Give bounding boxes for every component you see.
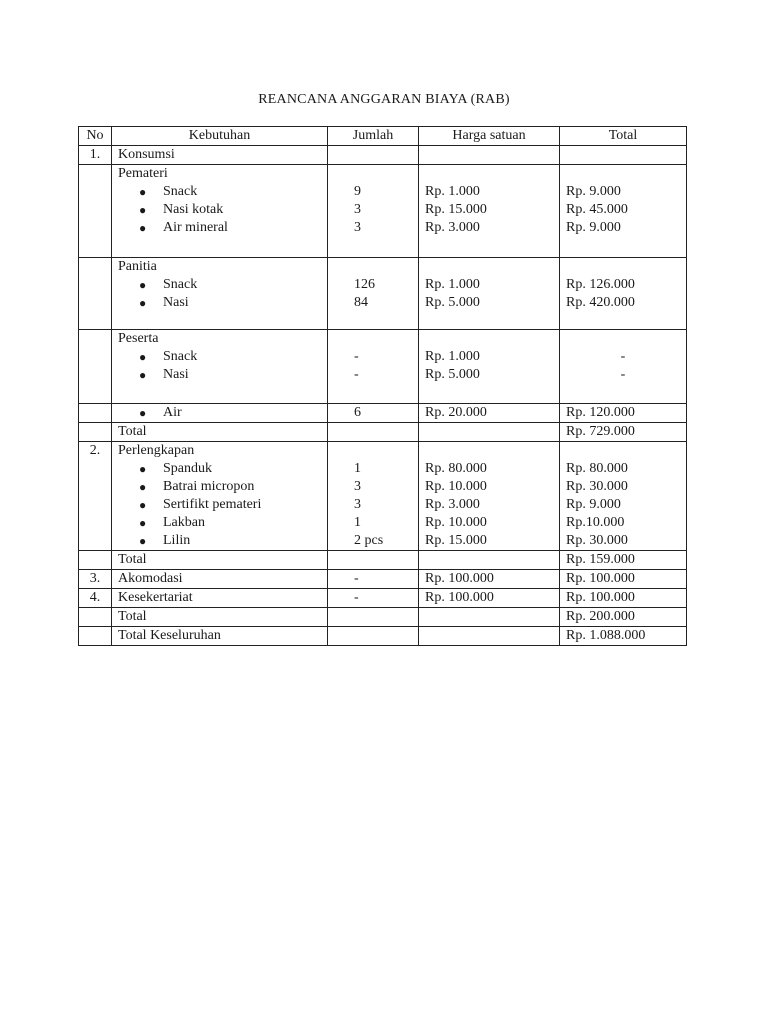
total-value: Rp.10.000 — [566, 515, 625, 530]
table-row — [79, 442, 687, 551]
qty-value: 6 — [328, 404, 419, 423]
section-label: Perlengkapan — [118, 443, 195, 458]
bullet-icon: ● — [139, 406, 147, 420]
list-item: ● Lakban — [139, 515, 205, 530]
budget-table — [78, 126, 687, 646]
list-item: ● Snack — [139, 184, 198, 199]
total-value: Rp. 30.000 — [566, 533, 628, 548]
total-value: Rp. 100.000 — [560, 589, 687, 608]
list-item: ● Nasi — [139, 295, 189, 310]
qty-value: 84 — [354, 295, 368, 310]
list-item: ● Snack — [139, 349, 198, 364]
list-item: ● Spanduk — [139, 461, 212, 476]
price-value: Rp. 10.000 — [425, 515, 487, 530]
group-label: Peserta — [118, 331, 159, 346]
total-value: - — [620, 349, 626, 364]
total-value: Rp. 126.000 — [566, 277, 635, 292]
qty-value: 9 — [354, 184, 361, 199]
table-row — [79, 570, 687, 589]
header-harga-satuan: Harga satuan — [419, 127, 560, 146]
total-value: Rp. 100.000 — [560, 570, 687, 589]
subtotal-value: Rp. 200.000 — [560, 608, 687, 627]
total-value: - — [620, 367, 626, 382]
total-value: Rp. 120.000 — [560, 404, 687, 423]
qty-value: 3 — [354, 479, 361, 494]
subtotal-row — [79, 551, 687, 570]
price-value: Rp. 3.000 — [425, 220, 480, 235]
total-value: Rp. 420.000 — [566, 295, 635, 310]
bullet-icon: ● — [139, 462, 147, 476]
subtotal-label: Total — [112, 551, 328, 570]
subtotal-row — [79, 608, 687, 627]
table-row — [79, 330, 687, 404]
bullet-icon: ● — [139, 368, 147, 382]
bullet-icon: ● — [139, 480, 147, 494]
bullet-icon: ● — [139, 534, 147, 548]
total-value: Rp. 80.000 — [566, 461, 628, 476]
subtotal-row — [79, 423, 687, 442]
section-label: Akomodasi — [112, 570, 328, 589]
price-value: Rp. 100.000 — [419, 589, 560, 608]
price-value: Rp. 1.000 — [425, 349, 480, 364]
table-row — [79, 146, 687, 165]
qty-value: 126 — [354, 277, 375, 292]
item-list — [118, 348, 321, 384]
subtotal-label: Total — [112, 423, 328, 442]
price-value: Rp. 100.000 — [419, 570, 560, 589]
qty-value: 1 — [354, 515, 361, 530]
grand-total-row — [79, 627, 687, 646]
list-item: ● Air — [139, 405, 182, 420]
qty-value: 2 pcs — [354, 533, 384, 548]
item-list — [118, 183, 321, 237]
table-row — [79, 404, 687, 423]
price-value: Rp. 80.000 — [425, 461, 487, 476]
price-value: Rp. 1.000 — [425, 184, 480, 199]
table-row — [79, 589, 687, 608]
price-value: Rp. 1.000 — [425, 277, 480, 292]
bullet-icon: ● — [139, 278, 147, 292]
price-value: Rp. 3.000 — [425, 497, 480, 512]
row-no: 1. — [79, 146, 112, 165]
section-label: Kesekertariat — [112, 589, 328, 608]
total-value: Rp. 9.000 — [566, 220, 621, 235]
list-item: ● Lilin — [139, 533, 191, 548]
price-value: Rp. 5.000 — [425, 367, 480, 382]
list-item: ● Sertifikt pemateri — [139, 497, 262, 512]
bullet-icon: ● — [139, 185, 147, 199]
grand-total-value: Rp. 1.088.000 — [560, 627, 687, 646]
row-no: 3. — [79, 570, 112, 589]
table-row — [79, 165, 687, 258]
header-no: No — [79, 127, 112, 146]
list-item: ● Snack — [139, 277, 198, 292]
list-item: ● Nasi — [139, 367, 189, 382]
group-label: Pemateri — [118, 166, 168, 181]
qty-value: 3 — [354, 497, 361, 512]
header-row — [79, 127, 687, 146]
price-value: Rp. 10.000 — [425, 479, 487, 494]
qty-value: 3 — [354, 202, 361, 217]
grand-total-label: Total Keseluruhan — [112, 627, 328, 646]
group-label: Panitia — [118, 259, 157, 274]
qty-value: - — [328, 589, 419, 608]
list-item: ● Batrai micropon — [139, 479, 255, 494]
item-list — [118, 276, 321, 312]
subtotal-value: Rp. 159.000 — [560, 551, 687, 570]
row-no: 2. — [79, 442, 112, 551]
subtotal-label: Total — [112, 608, 328, 627]
item-list — [118, 404, 321, 422]
section-label: Konsumsi — [112, 146, 328, 165]
total-value: Rp. 45.000 — [566, 202, 628, 217]
price-value: Rp. 5.000 — [425, 295, 480, 310]
qty-value: - — [354, 367, 359, 382]
bullet-icon: ● — [139, 516, 147, 530]
total-value: Rp. 9.000 — [566, 184, 621, 199]
list-item: ● Nasi kotak — [139, 202, 224, 217]
total-value: Rp. 30.000 — [566, 479, 628, 494]
bullet-icon: ● — [139, 498, 147, 512]
header-kebutuhan: Kebutuhan — [112, 127, 328, 146]
price-value: Rp. 20.000 — [419, 404, 560, 423]
subtotal-value: Rp. 729.000 — [560, 423, 687, 442]
qty-value: - — [354, 349, 359, 364]
price-value: Rp. 15.000 — [425, 202, 487, 217]
document-title: REANCANA ANGGARAN BIAYA (RAB) — [258, 92, 510, 107]
bullet-icon: ● — [139, 203, 147, 217]
row-no: 4. — [79, 589, 112, 608]
item-list — [118, 460, 321, 550]
total-value: Rp. 9.000 — [566, 497, 621, 512]
qty-value: 3 — [354, 220, 361, 235]
list-item: ● Air mineral — [139, 220, 228, 235]
bullet-icon: ● — [139, 350, 147, 364]
qty-value: 1 — [354, 461, 361, 476]
bullet-icon: ● — [139, 296, 147, 310]
qty-value: - — [328, 570, 419, 589]
bullet-icon: ● — [139, 221, 147, 235]
table-row — [79, 258, 687, 330]
header-total: Total — [560, 127, 687, 146]
header-jumlah: Jumlah — [328, 127, 419, 146]
price-value: Rp. 15.000 — [425, 533, 487, 548]
